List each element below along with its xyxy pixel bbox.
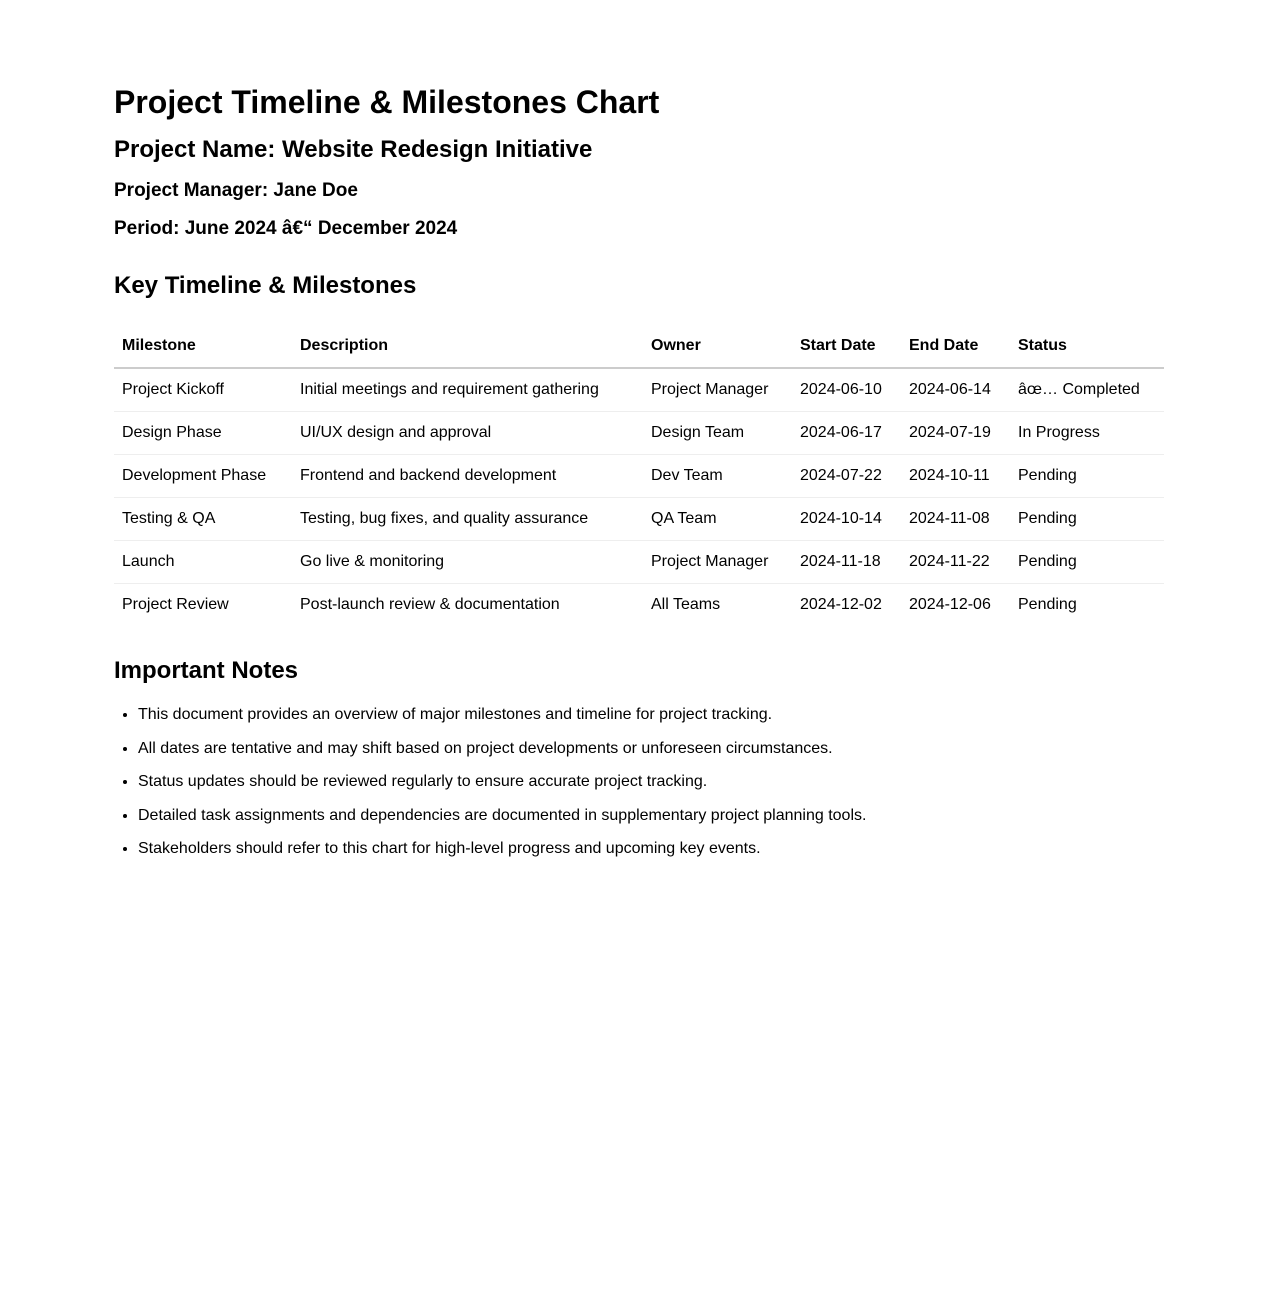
list-item: • Detailed task assignments and dependencies are documented in supplementary project planning tools.: [138, 806, 866, 825]
owner-cell: Project Manager: [643, 541, 792, 584]
document-title: Project Timeline & Milestones Chart: [114, 84, 660, 120]
project-name: Project Name: Website Redesign Initiative: [114, 136, 593, 163]
description-cell: Post-launch review & documentation: [300, 596, 560, 613]
start-date-cell: 2024-06-17: [792, 412, 901, 455]
description-cell: UI/UX design and approval: [292, 412, 643, 455]
end-date-cell: 2024-06-14: [901, 368, 1010, 412]
status-cell: âœ… Completed: [1010, 368, 1164, 412]
list-item: • This document provides an overview of major milestones and timeline for project tracking.: [138, 705, 866, 724]
milestones-table: [114, 324, 1164, 626]
end-date-cell: 2024-07-19: [901, 412, 1010, 455]
milestone-cell: Project Kickoff: [114, 368, 292, 412]
owner-cell: Dev Team: [643, 455, 792, 498]
start-date-cell: 2024-12-02: [800, 596, 882, 613]
project-manager: Project Manager: Jane Doe: [114, 180, 358, 201]
table-header-row: [114, 324, 1164, 368]
project-period: Period: June 2024 â€“ December 2024: [114, 218, 458, 239]
notes-heading: Important Notes: [114, 657, 299, 684]
milestone-cell: Testing & QA: [114, 498, 292, 541]
column-header-end-date: End Date: [901, 324, 1010, 368]
list-item: • Status updates should be reviewed regularly to ensure accurate project tracking.: [138, 772, 866, 791]
table-row: [114, 584, 1164, 627]
owner-cell: Design Team: [643, 412, 792, 455]
start-date-cell: 2024-10-14: [792, 498, 901, 541]
list-item: • Stakeholders should refer to this chart for high-level progress and upcoming key events.: [138, 839, 866, 858]
table-row: [114, 541, 1164, 584]
table-row: [114, 498, 1164, 541]
description-cell: Testing, bug fixes, and quality assurance: [292, 498, 643, 541]
end-date-cell: 2024-12-06: [909, 596, 991, 613]
column-header-owner: Owner: [643, 324, 792, 368]
timeline-heading: Key Timeline & Milestones: [114, 272, 417, 299]
owner-cell: All Teams: [651, 596, 721, 613]
column-header-milestone: Milestone: [114, 324, 292, 368]
table-row: [114, 455, 1164, 498]
table-row: [114, 412, 1164, 455]
status-cell: Pending: [1010, 455, 1164, 498]
table-row: [114, 368, 1164, 412]
column-header-description: Description: [292, 324, 643, 368]
end-date-cell: 2024-11-08: [901, 498, 1010, 541]
start-date-cell: 2024-06-10: [792, 368, 901, 412]
owner-cell: QA Team: [643, 498, 792, 541]
milestone-cell: Development Phase: [114, 455, 292, 498]
start-date-cell: 2024-07-22: [792, 455, 901, 498]
end-date-cell: 2024-10-11: [901, 455, 1010, 498]
status-cell: Pending: [1010, 541, 1164, 584]
description-cell: Initial meetings and requirement gathering: [292, 368, 643, 412]
status-cell: Pending: [1018, 596, 1077, 613]
column-header-start-date: Start Date: [792, 324, 901, 368]
list-item: • All dates are tentative and may shift based on project developments or unforeseen circumstances.: [138, 739, 866, 758]
milestone-cell: Launch: [114, 541, 292, 584]
owner-cell: Project Manager: [643, 368, 792, 412]
status-cell: In Progress: [1010, 412, 1164, 455]
milestone-cell: Project Review: [122, 596, 229, 613]
notes-list: [114, 705, 866, 873]
description-cell: Frontend and backend development: [292, 455, 643, 498]
status-cell: Pending: [1010, 498, 1164, 541]
milestone-cell: Design Phase: [114, 412, 292, 455]
end-date-cell: 2024-11-22: [901, 541, 1010, 584]
start-date-cell: 2024-11-18: [792, 541, 901, 584]
description-cell: Go live & monitoring: [292, 541, 643, 584]
column-header-status: Status: [1010, 324, 1164, 368]
